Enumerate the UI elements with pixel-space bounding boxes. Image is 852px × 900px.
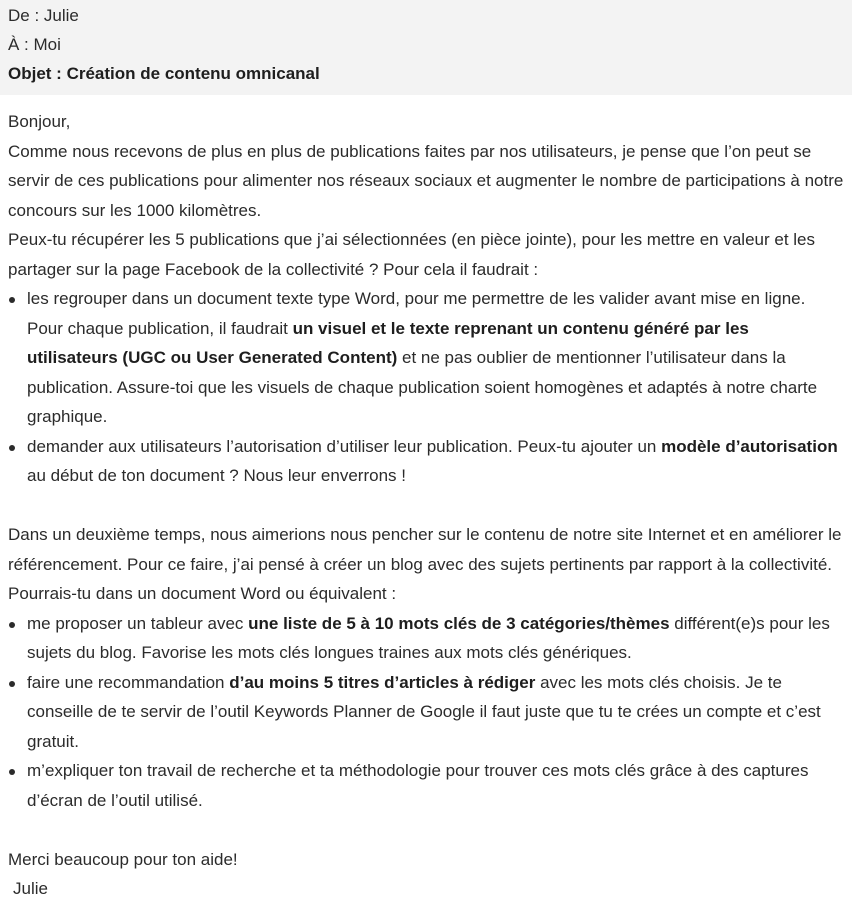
list-item-emphasis: un visuel et le texte reprenant un contenu généré par les utilisateurs (UGC ou User Generated Content) bbox=[27, 318, 749, 367]
from-line: De : Julie bbox=[8, 6, 79, 25]
subject-value: Création de contenu omnicanal bbox=[66, 64, 320, 83]
list-item-text: faire une recommandation bbox=[27, 672, 230, 692]
list-item-text: me proposer un tableur avec bbox=[27, 613, 249, 633]
subject-label: Objet : bbox=[8, 64, 62, 83]
closing: Merci beaucoup pour ton aide! bbox=[8, 849, 238, 869]
list-item-text: avec les mots clés choisis. Je te conseille de te servir de l’outil Keywords Planner de Google il faut juste que tu te crées un compte et c’est gratuit. bbox=[27, 672, 821, 751]
email-body bbox=[0, 95, 852, 900]
greeting: Bonjour, bbox=[8, 112, 71, 131]
list-item-emphasis: une liste de 5 à 10 mots clés de 3 catégories/thèmes bbox=[248, 613, 670, 633]
paragraph-intro: Comme nous recevons de plus en plus de publications faites par nos utilisateurs, je pense que l’on peut se servir de ces publications pour alimenter nos réseaux sociaux et augmenter le nombre de participations à notre concours sur les 1000 kilomètres. bbox=[8, 141, 844, 220]
subject-line bbox=[8, 62, 852, 91]
list-item-text: demander aux utilisateurs l’autorisation d’utiliser leur publication. Peux-tu ajouter un bbox=[27, 436, 662, 456]
to-line: À : Moi bbox=[8, 35, 61, 54]
list-item-text: différent(e)s pour les sujets du blog. Favorise les mots clés longues traines aux mots clés génériques. bbox=[27, 613, 830, 662]
task-list-seo bbox=[8, 609, 844, 816]
signature: Julie bbox=[13, 879, 48, 898]
email-header bbox=[0, 0, 852, 95]
list-item-text: et ne pas oublier de mentionner l’utilisateur dans la publication. Assure-toi que les visuels de chaque publication soient homogènes et adaptés à notre charte graphique. bbox=[27, 348, 818, 426]
list-item bbox=[8, 609, 844, 668]
list-item bbox=[8, 668, 844, 757]
paragraph-seo: Dans un deuxième temps, nous aimerions nous pencher sur le contenu de notre site Internet et en améliorer le référencement. Pour ce faire, j’ai pensé à créer un blog avec des sujets pertinents par rapport à la collectivité. Pourrais-tu dans un document Word ou équivalent : bbox=[8, 525, 842, 603]
spacer bbox=[8, 491, 844, 521]
list-item-emphasis: modèle d’autorisation bbox=[661, 436, 838, 456]
list-item-text: les regrouper dans un document texte type Word, pour me permettre de les valider avant mise en ligne. Pour chaque publication, il faudrait bbox=[27, 289, 806, 338]
list-item-text: au début de ton document ? Nous leur enverrons ! bbox=[27, 466, 406, 485]
list-item bbox=[8, 756, 844, 815]
task-list-social bbox=[8, 284, 844, 491]
list-item-text: m’expliquer ton travail de recherche et ta méthodologie pour trouver ces mots clés grâce à des captures d’écran de l’outil utilisé. bbox=[27, 761, 809, 810]
list-item-emphasis: d’au moins 5 titres d’articles à rédiger bbox=[229, 672, 536, 692]
spacer bbox=[8, 815, 844, 845]
list-item bbox=[8, 432, 844, 491]
paragraph-request: Peux-tu récupérer les 5 publications que j’ai sélectionnées (en pièce jointe), pour les mettre en valeur et les partager sur la page Facebook de la collectivité ? Pour cela il faudrait : bbox=[8, 230, 816, 279]
list-item bbox=[8, 284, 844, 432]
